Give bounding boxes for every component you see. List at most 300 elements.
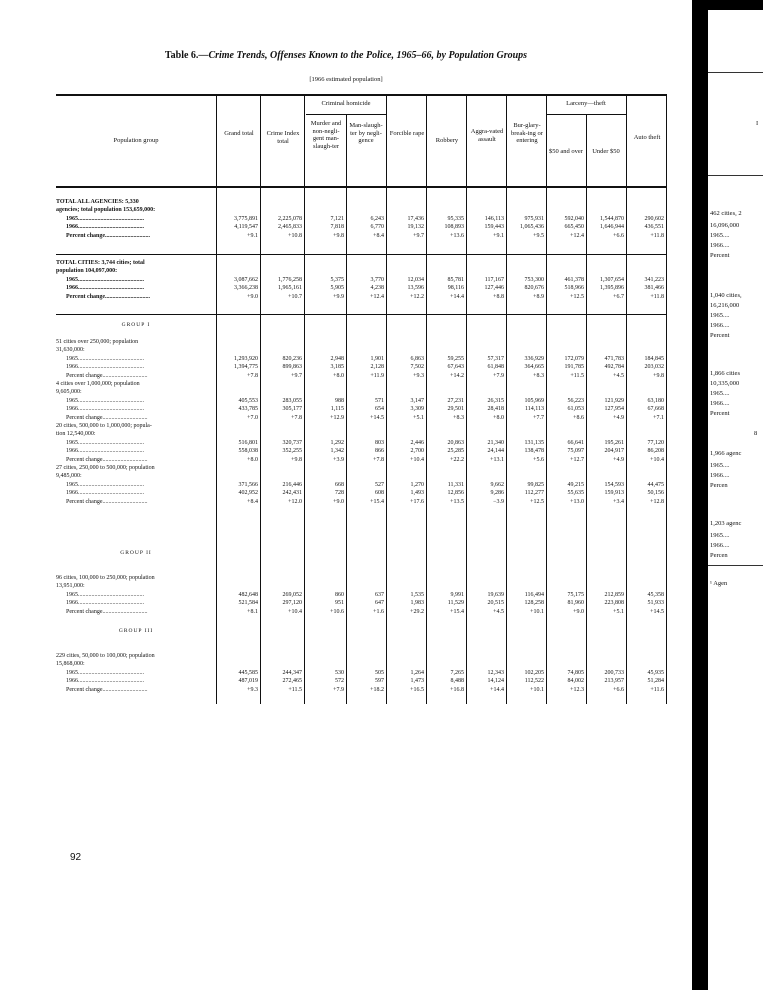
row-label: agencies; total population 153,659,000:	[56, 207, 156, 213]
table-cell: +11.8	[650, 294, 664, 300]
table-cell: 269,052	[282, 592, 302, 598]
table-cell: 19,639	[487, 592, 504, 598]
table-cell: 21,340	[487, 440, 504, 446]
table-cell: +11.5	[570, 373, 584, 379]
group-header-3: GROUP III	[118, 628, 154, 634]
table-cell: 2,465,833	[278, 224, 302, 230]
table-cell: 95,335	[447, 216, 464, 222]
table-cell: 3,770	[370, 277, 384, 283]
table-cell: +15.4	[450, 609, 464, 615]
table-cell: 3,185	[330, 364, 344, 370]
row-label: Percent change..............................	[66, 294, 151, 300]
table-cell: 213,957	[604, 678, 624, 684]
table-cell: +11.6	[650, 687, 664, 693]
group-header-1: GROUP I	[121, 322, 151, 328]
group-header-2: GROUP II	[120, 550, 152, 556]
table-cell: +9.8	[653, 373, 664, 379]
table-cell: 20,515	[487, 600, 504, 606]
table-cell: 2,128	[370, 364, 384, 370]
table-cell: 121,929	[604, 398, 624, 404]
fragment-text: 8	[754, 430, 758, 437]
table-cell: +12.0	[288, 499, 302, 505]
table-cell: 81,960	[567, 600, 584, 606]
table-cell: 105,969	[524, 398, 544, 404]
table-cell: 1,776,258	[278, 277, 302, 283]
table-cell: +14.5	[370, 415, 384, 421]
fragment-text: 1965....	[710, 232, 730, 239]
table-cell: +4.9	[613, 415, 624, 421]
header-aggravated-assault: Aggra-vated assault	[470, 128, 504, 143]
table-cell: 1,307,654	[600, 277, 624, 283]
row-label: 1965............................................	[66, 277, 144, 283]
table-cell: 482,648	[238, 592, 258, 598]
table-cell: +9.0	[247, 294, 258, 300]
table-cell: 75,175	[567, 592, 584, 598]
table-subtitle: [1966 estimated population]	[309, 76, 383, 83]
table-cell: 184,845	[644, 356, 664, 362]
table-cell: 51,284	[647, 678, 664, 684]
row-label: 1965............................................	[66, 440, 144, 446]
table-cell: 67,668	[647, 406, 664, 412]
table-cell: 242,431	[282, 490, 302, 496]
table-cell: +12.2	[410, 294, 424, 300]
table-cell: 445,585	[238, 670, 258, 676]
table-cell: +11.9	[370, 373, 384, 379]
table-cell: 59,255	[447, 356, 464, 362]
table-cell: 12,343	[487, 670, 504, 676]
table-cell: 1,395,896	[600, 285, 624, 291]
table-cell: +14.2	[450, 373, 464, 379]
row-label: Percent change..............................	[66, 687, 148, 693]
table-cell: 7,265	[450, 670, 464, 676]
table-cell: +12.4	[570, 233, 584, 239]
table-cell: +10.4	[650, 457, 664, 463]
fragment-text: ¹ Agen	[710, 580, 728, 587]
header-grand-total: Grand total	[224, 130, 254, 137]
table-cell: 191,785	[564, 364, 584, 370]
table-cell: 57,317	[487, 356, 504, 362]
table-cell: 2,700	[410, 448, 424, 454]
table-cell: 28,418	[487, 406, 504, 412]
fragment-text: I	[756, 120, 759, 127]
table-cell: 668	[335, 482, 344, 488]
table-cell: +10.7	[288, 294, 302, 300]
table-cell: 336,929	[524, 356, 544, 362]
table-cell: +7.8	[373, 457, 384, 463]
fragment-rule	[708, 565, 763, 566]
table-cell: 518,966	[564, 285, 584, 291]
table-cell: 74,805	[567, 670, 584, 676]
table-cell: +10.4	[288, 609, 302, 615]
table-cell: +9.8	[333, 233, 344, 239]
table-cell: 364,665	[524, 364, 544, 370]
table-cell: +7.0	[247, 415, 258, 421]
table-cell: +12.3	[570, 687, 584, 693]
table-cell: 61,053	[567, 406, 584, 412]
table-cell: +9.9	[333, 294, 344, 300]
table-cell: 200,733	[604, 670, 624, 676]
table-cell: 195,261	[604, 440, 624, 446]
table-cell: 7,818	[330, 224, 344, 230]
row-label: 1966............................................	[66, 364, 144, 370]
page-number: 92	[70, 852, 82, 863]
table-cell: 505	[375, 670, 384, 676]
row-label: 1965............................................	[66, 670, 144, 676]
table-cell: +4.9	[613, 457, 624, 463]
table-cell: 571	[375, 398, 384, 404]
row-label: population 104,097,000:	[56, 268, 118, 274]
table-cell: +9.5	[533, 233, 544, 239]
row-label: Percent change..............................	[66, 609, 148, 615]
table-cell: 436,551	[644, 224, 664, 230]
table-cell: +8.3	[453, 415, 464, 421]
table-cell: +7.8	[291, 415, 302, 421]
table-cell: +9.3	[413, 373, 424, 379]
table-cell: 154,593	[604, 482, 624, 488]
table-cell: +9.0	[573, 609, 584, 615]
table-cell: +12.8	[650, 499, 664, 505]
table-cell: 283,055	[282, 398, 302, 404]
table-cell: 44,475	[647, 482, 664, 488]
table-cell: 12,856	[447, 490, 464, 496]
table-cell: 216,446	[282, 482, 302, 488]
table-cell: +17.6	[410, 499, 424, 505]
table-cell: +1.6	[373, 609, 384, 615]
table-cell: 320,737	[282, 440, 302, 446]
row-label: 4 cities over 1,000,000; population	[56, 381, 140, 387]
table-cell: 1,901	[370, 356, 384, 362]
column-rule	[216, 94, 217, 704]
table-cell: 530	[335, 670, 344, 676]
table-cell: 272,465	[282, 678, 302, 684]
row-label: 20 cities, 500,000 to 1,000,000; popula-	[56, 423, 152, 429]
table-cell: 8,488	[450, 678, 464, 684]
table-cell: 11,331	[447, 482, 464, 488]
table-cell: +10.4	[410, 457, 424, 463]
table-cell: 5,905	[330, 285, 344, 291]
fragment-text: Percent	[710, 252, 730, 259]
table-cell: 85,781	[447, 277, 464, 283]
table-cell: +14.5	[650, 609, 664, 615]
table-cell: +14.4	[450, 294, 464, 300]
table-cell: 6,770	[370, 224, 384, 230]
table-cell: 803	[375, 440, 384, 446]
table-cell: 159,913	[604, 490, 624, 496]
table-cell: 172,079	[564, 356, 584, 362]
table-cell: +3.9	[333, 457, 344, 463]
table-cell: 1,342	[330, 448, 344, 454]
table-cell: 223,808	[604, 600, 624, 606]
table-cell: 820,236	[282, 356, 302, 362]
table-cell: 17,436	[407, 216, 424, 222]
fragment-text: 1,040 cities,	[710, 292, 742, 299]
table-cell: +10.8	[288, 233, 302, 239]
table-cell: 45,358	[647, 592, 664, 598]
table-cell: 19,132	[407, 224, 424, 230]
table-cell: +7.1	[653, 415, 664, 421]
fragment-text: 1965....	[710, 462, 730, 469]
fragment-text: 10,335,000	[710, 380, 740, 387]
table-cell: 1,293,920	[234, 356, 258, 362]
table-cell: 1,292	[330, 440, 344, 446]
table-cell: 753,300	[524, 277, 544, 283]
header-crime-index: Crime Index total	[266, 130, 300, 145]
row-label: TOTAL CITIES: 3,744 cities; total	[56, 260, 145, 266]
table-cell: +13.1	[490, 457, 504, 463]
table-cell: 128,258	[524, 600, 544, 606]
table-cell: +15.4	[370, 499, 384, 505]
table-cell: +5.1	[413, 415, 424, 421]
row-label: Percent change..............................	[66, 373, 148, 379]
table-cell: 61,848	[487, 364, 504, 370]
row-label: 96 cities, 100,000 to 250,000; population	[56, 575, 155, 581]
table-cell: 6,863	[410, 356, 424, 362]
table-cell: +11.8	[650, 233, 664, 239]
table-cell: 297,120	[282, 600, 302, 606]
table-cell: 820,676	[524, 285, 544, 291]
fragment-text: 1966....	[710, 322, 730, 329]
table-cell: 3,087,662	[234, 277, 258, 283]
table-cell: 25,285	[447, 448, 464, 454]
table-cell: 9,991	[450, 592, 464, 598]
table-cell: +11.5	[288, 687, 302, 693]
table-cell: 521,584	[238, 600, 258, 606]
table-cell: +9.0	[333, 499, 344, 505]
table-cell: 592,040	[564, 216, 584, 222]
fragment-text: 1965....	[710, 312, 730, 319]
table-cell: 159,443	[484, 224, 504, 230]
table-cell: +9.7	[291, 373, 302, 379]
table-cell: 11,529	[447, 600, 464, 606]
table-cell: 6,243	[370, 216, 384, 222]
table-cell: +7.9	[493, 373, 504, 379]
table-cell: 1,535	[410, 592, 424, 598]
table-cell: 55,635	[567, 490, 584, 496]
adjacent-page-fragment	[708, 10, 763, 990]
table-cell: +22.2	[450, 457, 464, 463]
table-cell: 405,553	[238, 398, 258, 404]
row-label: 9,605,000:	[56, 389, 82, 395]
row-label: 1966............................................	[66, 448, 144, 454]
table-cell: 63,180	[647, 398, 664, 404]
row-label: 1965............................................	[66, 398, 144, 404]
table-cell: 471,783	[604, 356, 624, 362]
table-cell: +14.4	[490, 687, 504, 693]
table-cell: 77,120	[647, 440, 664, 446]
row-label: 1966............................................	[66, 285, 144, 291]
table-cell: 24,144	[487, 448, 504, 454]
table-cell: 988	[335, 398, 344, 404]
table-cell: +9.3	[247, 687, 258, 693]
header-bottom-rule	[56, 186, 666, 188]
table-cell: +8.9	[533, 294, 544, 300]
table-cell: 1,394,775	[234, 364, 258, 370]
table-cell: +8.1	[247, 609, 258, 615]
table-cell: 27,231	[447, 398, 464, 404]
table-cell: +8.0	[493, 415, 504, 421]
fragment-text: 1,866 cities	[710, 370, 740, 377]
table-cell: +13.5	[450, 499, 464, 505]
row-label: 229 cities, 50,000 to 100,000; population	[56, 653, 155, 659]
table-cell: +8.0	[247, 457, 258, 463]
table-cell: 45,935	[647, 670, 664, 676]
row-label: 1965............................................	[66, 482, 144, 488]
row-label: 15,868,000:	[56, 661, 85, 667]
table-cell: +12.5	[530, 499, 544, 505]
row-label: 1966............................................	[66, 490, 144, 496]
table-cell: 12,034	[407, 277, 424, 283]
table-cell: +13.6	[450, 233, 464, 239]
fragment-text: 16,096,000	[710, 222, 740, 229]
table-cell: 212,859	[604, 592, 624, 598]
row-label: Percent change..............................	[66, 457, 148, 463]
table-cell: 138,478	[524, 448, 544, 454]
table-cell: 1,270	[410, 482, 424, 488]
table-cell: +6.7	[613, 294, 624, 300]
table-cell: 381,466	[644, 285, 664, 291]
row-label: 31,630,000:	[56, 347, 85, 353]
table-cell: 13,596	[407, 285, 424, 291]
table-cell: 20,863	[447, 440, 464, 446]
table-cell: 146,113	[484, 216, 504, 222]
table-cell: +7.9	[333, 687, 344, 693]
table-cell: 203,032	[644, 364, 664, 370]
fragment-text: Percent	[710, 332, 730, 339]
row-label: tion 12,540,000:	[56, 431, 96, 437]
table-cell: 341,223	[644, 277, 664, 283]
header-forcible-rape: Forcible rape	[389, 130, 425, 137]
header-larceny: Larceny—theft	[566, 100, 606, 107]
table-cell: 51,933	[647, 600, 664, 606]
table-cell: +9.7	[413, 233, 424, 239]
table-cell: +9.1	[493, 233, 504, 239]
table-cell: +5.1	[613, 609, 624, 615]
table-cell: +29.2	[410, 609, 424, 615]
table-cell: +12.9	[330, 415, 344, 421]
table-cell: 487,019	[238, 678, 258, 684]
table-cell: 56,223	[567, 398, 584, 404]
table-cell: 50,156	[647, 490, 664, 496]
table-cell: +10.1	[530, 609, 544, 615]
row-label: 1965............................................	[66, 356, 144, 362]
table-cell: +4.5	[613, 373, 624, 379]
table-cell: 7,502	[410, 364, 424, 370]
table-cell: +8.6	[573, 415, 584, 421]
table-cell: 1,473	[410, 678, 424, 684]
table-cell: 5,375	[330, 277, 344, 283]
table-cell: 492,784	[604, 364, 624, 370]
table-cell: 3,775,891	[234, 216, 258, 222]
table-cell: +12.5	[570, 294, 584, 300]
table-cell: 49,215	[567, 482, 584, 488]
table-cell: +6.6	[613, 233, 624, 239]
table-cell: 899,863	[282, 364, 302, 370]
column-rule	[666, 94, 667, 704]
table-cell: 951	[335, 600, 344, 606]
table-cell: 9,662	[490, 482, 504, 488]
table-cell: 1,983	[410, 600, 424, 606]
header-under-50: Under $50	[592, 148, 620, 155]
table-cell: 3,309	[410, 406, 424, 412]
header-over-50: $50 and over	[549, 148, 583, 155]
fragment-text: 1966....	[710, 472, 730, 479]
table-cell: 127,446	[484, 285, 504, 291]
fragment-text: 1966....	[710, 242, 730, 249]
table-cell: +8.0	[333, 373, 344, 379]
fragment-text: 1,966 agenc	[710, 450, 742, 457]
table-cell: +7.7	[533, 415, 544, 421]
table-cell: 9,286	[490, 490, 504, 496]
table-cell: 3,147	[410, 398, 424, 404]
table-cell: +10.1	[530, 687, 544, 693]
table-cell: 1,544,870	[600, 216, 624, 222]
table-cell: 4,238	[370, 285, 384, 291]
header-murder: Murder and non-negli-gent man-slaugh-ter	[310, 120, 342, 150]
table-cell: 14,124	[487, 678, 504, 684]
table-cell: +9.8	[291, 457, 302, 463]
table-cell: 84,002	[567, 678, 584, 684]
table-cell: 1,493	[410, 490, 424, 496]
fragment-text: 1965....	[710, 532, 730, 539]
fragment-rule	[708, 175, 763, 176]
total-cities-rule	[56, 314, 666, 315]
fragment-text: 1965....	[710, 390, 730, 397]
table-cell: 572	[335, 678, 344, 684]
total-agencies-rule	[56, 254, 666, 255]
fragment-text: 462 cities, 2	[710, 210, 742, 217]
table-cell: 98,116	[447, 285, 464, 291]
table-cell: 112,277	[524, 490, 544, 496]
table-cell: 527	[375, 482, 384, 488]
table-cell: 637	[375, 592, 384, 598]
table-top-rule	[56, 94, 666, 96]
row-label: 51 cities over 250,000; population	[56, 339, 139, 345]
row-label: 1966............................................	[66, 600, 144, 606]
fragment-text: 1966....	[710, 400, 730, 407]
table-cell: 866	[375, 448, 384, 454]
row-label: 13,951,000:	[56, 583, 85, 589]
table-cell: +8.3	[533, 373, 544, 379]
table-cell: +3.4	[613, 499, 624, 505]
row-label: Percent change..............................	[66, 499, 148, 505]
table-cell: 131,135	[524, 440, 544, 446]
table-cell: 402,952	[238, 490, 258, 496]
table-cell: 2,948	[330, 356, 344, 362]
table-cell: 67,643	[447, 364, 464, 370]
table-cell: 116,494	[524, 592, 544, 598]
header-burglary: Bur-glary-break-ing or entering	[511, 122, 543, 144]
table-cell: 433,785	[238, 406, 258, 412]
table-cell: 461,378	[564, 277, 584, 283]
table-cell: 26,315	[487, 398, 504, 404]
header-robbery: Robbery	[435, 137, 459, 144]
table-cell: +7.8	[247, 373, 258, 379]
table-cell: 654	[375, 406, 384, 412]
table-cell: +8.4	[373, 233, 384, 239]
row-label: Percent change..............................	[66, 415, 148, 421]
header-manslaughter: Man-slaugh-ter by negli-gence	[349, 122, 383, 144]
table-cell: 1,065,436	[520, 224, 544, 230]
table-cell: 1,115	[330, 406, 344, 412]
fragment-text: 1966....	[710, 542, 730, 549]
fragment-text: 1,203 agenc	[710, 520, 742, 527]
table-cell: +8.8	[493, 294, 504, 300]
table-cell: 665,450	[564, 224, 584, 230]
table-cell: +16.5	[410, 687, 424, 693]
table-cell: 102,205	[524, 670, 544, 676]
table-cell: +5.6	[533, 457, 544, 463]
header-criminal-homicide: Criminal homicide	[321, 100, 371, 107]
